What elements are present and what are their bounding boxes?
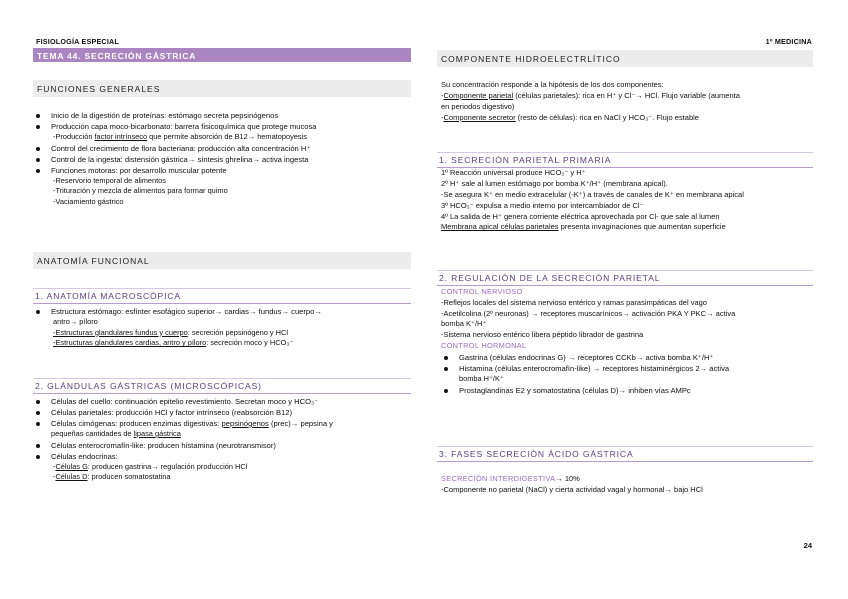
list-subitem: pequeñas cantidades de lipasa gástrica [51, 429, 181, 438]
regulacion-heading: 2. REGULACIÓN DE LA SECRECIÓN PARIETAL [437, 270, 813, 286]
list-item: Células parietales: producción HCl y factor intrínseco (reabsorción B12) [33, 407, 411, 418]
secrecion-interdigestiva-label: SECRECIÓN INTERDIGESTIVA [441, 474, 556, 483]
text-line: -Componente no parietal (NaCl) y cierta actividad vagal y hormonal→ bajo HCl [441, 484, 703, 494]
list-subitem: -Células G: producen gastrina→ regulación producción HCl [53, 461, 248, 471]
glandulas-heading: 2. GLÁNDULAS GÁSTRICAS (MICROSCÓPICAS) [33, 378, 411, 394]
regulacion-text [441, 287, 813, 396]
anatomia-heading: ANATOMÍA FUNCIONAL [33, 252, 411, 269]
text-line: -Componente secretor (resto de células): rica en NaCl y HCO₃⁻. Flujo estable [441, 112, 699, 122]
list-item: Células cimógenas: producen enzimas digestivas: pepsinógenos (prec)→ pepsina y [33, 418, 411, 429]
list-item: Gastrina (células endocrinas G) → receptores CCKb→ activa bomba K⁺/H⁺ [441, 352, 813, 363]
list-item: Producción capa moco-bicarbonato: barrera fisicoquímica que protege mucosa [33, 121, 411, 132]
list-subitem: antro→ píloro [53, 317, 98, 326]
page-number: 24 [803, 541, 812, 550]
header-course: 1º MEDICINA [765, 37, 812, 46]
parietal-heading: 1. SECRECIÓN PARIETAL PRIMARIA [437, 152, 813, 168]
control-hormonal-label: CONTROL HORMONAL [441, 341, 527, 351]
list-subitem: bomba H⁺/K⁺ [459, 373, 504, 383]
fases-text [441, 474, 813, 496]
componente-heading: COMPONENTE HIDROELECTRLÍTICO [437, 50, 813, 67]
list-subitem: -Producción factor intrínseco que permite absorción de B12→ hematopoyesis [53, 132, 307, 141]
text-line: 2º H⁺ sale al lumen estómago por bomba K⁺/H⁺ (membrana apical). [441, 178, 668, 188]
fases-heading: 3. FASES SECRECIÓN ÁCIDO GÁSTRICA [437, 446, 813, 462]
list-item: Control del crecimiento de flora bacteriana: producción alta concentración H⁺ [33, 143, 411, 154]
list-subitem: -Reservorio temporal de alimentos [53, 175, 166, 185]
list-item: Histamina (células enterocromafín-like) → receptores histaminérgicos 2→ activa [441, 363, 813, 374]
list-item: Células del cuello: continuación epitelio revestimiento. Secretan moco y HCO₃⁻ [33, 396, 411, 407]
list-subitem: -Células D: producen somatostatina [53, 472, 171, 482]
text-line: SECRECIÓN INTERDIGESTIVA→ 10% [441, 474, 580, 483]
text-line: 4º La salida de H⁺ genera corriente eléctrica aprovechada por Cl- que sale al lumen [441, 211, 720, 221]
text-line: -Se asegura K⁺ en medio extracelular (-K⁺) a través de canales de K⁺ en membrana apical [441, 189, 744, 199]
macro-list [33, 306, 411, 349]
list-item: Prostaglandinas E2 y somatostatina (células D)→ inhiben vías AMPc [441, 385, 813, 396]
text-line: 1º Reacción universal produce HCO₃⁻ y H⁺ [441, 168, 586, 177]
list-subitem: -Estructuras glandulares fundus y cuerpo: secreción pepsinógeno y HCl [53, 327, 288, 337]
list-item: Funciones motoras: por desarrollo muscular potente [33, 165, 411, 176]
list-item: Control de la ingesta: distensión gástrica→ síntesis ghrelina→ activa ingesta [33, 154, 411, 165]
text-line: -Componente parietal (células parietales): rica en H⁺ y Cl⁻→ HCl. Flujo variable (aumenta [441, 90, 740, 100]
text-line: Membrana apical células parietales presenta invaginaciones que aumentan superficie [441, 222, 726, 232]
list-subitem: -Trituración y mezcla de alimentos para formar quimo [53, 186, 228, 196]
text-line: -Reflejos locales del sistema nervioso entérico y ramas parasimpáticas del vago [441, 297, 707, 307]
list-item: Inicio de la digestión de proteínas: estómago secreta pepsinógenos [33, 110, 411, 121]
text-line: -Acetilcolina (2º neuronas) → receptores muscarínicos→ activación PKA Y PKC→ activa [441, 308, 736, 318]
componente-text [441, 80, 813, 124]
list-item: Estructura estómago: esfínter esofágico superior→ cardias→ fundus→ cuerpo→ [33, 306, 411, 317]
list-item: Células enterocromafín-like: producen histamina (neurotransmisor) [33, 440, 411, 451]
list-item: Células endocrinas: [33, 451, 411, 462]
control-nervioso-label: CONTROL NERVIOSO [441, 287, 523, 296]
funciones-heading: FUNCIONES GENERALES [33, 80, 411, 97]
text-line: bomba K⁺/H⁺ [441, 319, 487, 329]
glandulas-list [33, 396, 411, 483]
topic-title: TEMA 44. SECRECIÓN GÁSTRICA [33, 48, 411, 62]
text-line: Su concentración responde a la hipótesis de los dos componentes: [441, 80, 664, 89]
text-line: -Sistema nervioso entérico libera péptido librador de gastrina [441, 330, 644, 340]
anatomia-macro-heading: 1. ANATOMÍA MACROSCÓPICA [33, 288, 411, 304]
list-subitem: -Vaciamiento gástrico [53, 197, 124, 207]
header-subject: FISIOLOGÍA ESPECIAL [36, 37, 120, 46]
text-line: 3º HCO₃⁻ expulsa a medio interno por intercambiador de Cl⁻ [441, 200, 644, 210]
list-subitem: -Estructuras glandulares cardias, antro y píloro: secreción moco y HCO₃⁻ [53, 338, 294, 348]
funciones-list [33, 110, 411, 208]
text-line: en periodos digestivo) [441, 101, 515, 111]
parietal-text [441, 168, 813, 233]
